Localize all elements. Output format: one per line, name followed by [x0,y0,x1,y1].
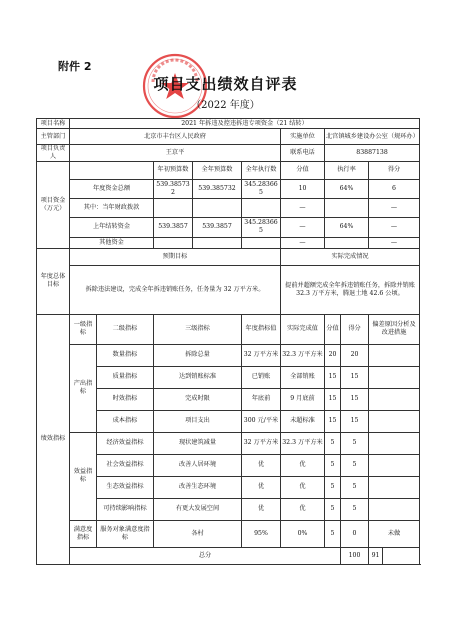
perf-row-reason [369,454,420,476]
funds-row-full [193,237,242,248]
perf-row-reason [369,432,420,454]
perf-row-l2: 时效指标 [97,388,154,410]
page-subtitle: （2022 年度） [191,100,260,111]
perf-row-score: 5 [325,476,341,498]
perf-row-got: 15 [341,366,369,388]
funds-row-initial [154,198,193,217]
leader-value: 王京平 [70,145,281,162]
perf-row-actual: 优 [281,498,325,520]
effect-indicator-label: 效益指标 [70,432,97,520]
perf-row-target: 年底前 [242,388,281,410]
expected-goal-header: 预期目标 [70,248,281,265]
perf-header-l3: 三级指标 [154,314,242,344]
perf-row-l3: 现状建筑减量 [154,432,242,454]
dept-value: 北京市丰台区人民政府 [70,129,281,145]
leader-label: 项目负责人 [37,145,70,162]
perf-row-reason [369,476,420,498]
perf-row-l3: 改善生态环境 [154,476,242,498]
perf-header-reason: 偏差原因分析及改进措施 [369,314,420,344]
funds-row-exec: 345.283665 [242,217,281,237]
perf-header-got: 得分 [341,314,369,344]
expected-goal-text: 拆除违法建设，完成全年拆违销账任务，任务量为 32 万平方米。 [70,265,281,314]
perf-row-actual: 0% [281,520,325,547]
perf-row-reason [369,498,420,520]
funds-row-got: — [369,237,420,248]
funds-row-rate: 64% [325,217,369,237]
funds-header-rate: 执行率 [325,161,369,179]
perf-row-actual: 32.3 万平方米 [281,344,325,366]
perf-row-l3: 各村 [154,520,242,547]
project-name-label: 项目名称 [37,119,70,129]
perf-row-l3: 改善人居环境 [154,454,242,476]
funds-header-score: 分值 [281,161,325,179]
funds-row-exec [242,198,281,217]
funds-header-initial: 年初预算数 [154,161,193,179]
funds-header-full: 全年预算数 [193,161,242,179]
perf-header-target: 年度指标值 [242,314,281,344]
perf-label: 绩效指标 [37,314,70,564]
perf-row-got: 15 [341,388,369,410]
total-score: 100 [341,547,369,564]
perf-row-target: 300 元/平米 [242,410,281,432]
funds-row-rate [325,198,369,217]
page-title: 项目支出绩效自评表 [153,75,298,93]
perf-row-reason: 未做 [369,520,420,547]
perf-row-got: 5 [341,498,369,520]
actual-result-header: 实际完成情况 [281,248,420,265]
satisfaction-indicator-label: 满意度指标 [70,520,97,547]
funds-label: 项目资金（万元） [37,161,70,248]
funds-row-full [193,198,242,217]
perf-row-l2: 经济效益指标 [97,432,154,454]
funds-row-got: — [369,198,420,217]
perf-row-score: 15 [325,388,341,410]
funds-header-exec: 全年执行数 [242,161,281,179]
perf-row-l3: 完成时限 [154,388,242,410]
output-indicator-label: 产出指标 [70,344,97,432]
total-got: 91 [369,547,383,564]
perf-row-l3: 拆除总量 [154,344,242,366]
perf-row-target: 32 万平方米 [242,344,281,366]
perf-row-l2: 成本指标 [97,410,154,432]
perf-header-actual: 实际完成值 [281,314,325,344]
evaluation-table [36,118,420,565]
perf-row-target: 优 [242,498,281,520]
project-name-value: 2021 年拆违及控违拆违专项资金（21 结转） [70,119,420,129]
funds-row-full: 539.3857 [193,217,242,237]
funds-row-name: 其他资金 [70,237,154,248]
impl-value: 北宫镇城乡建设办公室（规环办） [325,129,420,145]
perf-row-target: 95% [242,520,281,547]
perf-row-l2: 数量指标 [97,344,154,366]
perf-row-l2: 服务对象满意度指标 [97,520,154,547]
perf-row-actual: 优 [281,454,325,476]
funds-header-got: 得分 [369,161,420,179]
perf-row-l3: 达到销账标准 [154,366,242,388]
phone-label: 联系电话 [281,145,325,162]
perf-row-got: 0 [341,520,369,547]
funds-row-full: 539.385732 [193,179,242,198]
perf-row-reason [369,410,420,432]
perf-row-score: 5 [325,520,341,547]
perf-row-score: 15 [325,410,341,432]
funds-row-rate [325,237,369,248]
perf-row-actual: 32.3 万平方米 [281,432,325,454]
phone-value: 83887138 [325,145,420,162]
funds-row-name: 上年结转资金 [70,217,154,237]
perf-row-reason [369,366,420,388]
perf-row-got: 5 [341,432,369,454]
funds-row-exec: 345.283665 [242,179,281,198]
perf-row-l2: 可持续影响指标 [97,498,154,520]
perf-header-score: 分值 [325,314,341,344]
funds-row-score: — [281,237,325,248]
perf-row-target: 已销账 [242,366,281,388]
perf-row-score: 5 [325,498,341,520]
perf-row-l3: 有更大发展空间 [154,498,242,520]
funds-row-got: — [369,217,420,237]
perf-row-l2: 生态效益指标 [97,476,154,498]
perf-header-l2: 二级指标 [97,314,154,344]
perf-row-got: 15 [341,410,369,432]
funds-row-rate: 64% [325,179,369,198]
funds-row-name: 年度资金总额 [70,179,154,198]
perf-row-actual: 全部销账 [281,366,325,388]
perf-row-target: 32 万平方米 [242,432,281,454]
perf-row-reason [369,388,420,410]
perf-row-l3: 项目支出 [154,410,242,432]
perf-row-actual: 优 [281,476,325,498]
perf-row-score: 15 [325,366,341,388]
funds-row-initial: 539.385732 [154,179,193,198]
funds-row-score: — [281,198,325,217]
attachment-label: 附件 2 [58,60,92,73]
perf-row-l2: 社会效益指标 [97,454,154,476]
actual-result-text: 提前并超额完成全年拆违销账任务，拆除并销账 32.3 万平方米，腾退土地 42.6 公顷。 [281,265,420,314]
dept-label: 主管部门 [37,129,70,145]
annual-goal-label: 年度总体目标 [37,248,70,314]
funds-row-initial [154,237,193,248]
perf-row-actual: 9 月底前 [281,388,325,410]
perf-row-got: 5 [341,454,369,476]
perf-row-score: 5 [325,432,341,454]
perf-row-actual: 未超标准 [281,410,325,432]
perf-row-score: 20 [325,344,341,366]
perf-row-got: 20 [341,344,369,366]
perf-row-target: 优 [242,454,281,476]
total-label: 总分 [70,547,341,564]
perf-row-score: 5 [325,454,341,476]
perf-header-l1: 一级指标 [70,314,97,344]
perf-row-target: 优 [242,476,281,498]
perf-row-got: 5 [341,476,369,498]
perf-row-l2: 质量指标 [97,366,154,388]
funds-row-score: 10 [281,179,325,198]
funds-row-initial: 539.3857 [154,217,193,237]
funds-row-name: 其中：当年财政拨款 [70,198,154,217]
perf-row-reason [369,344,420,366]
funds-row-score: — [281,217,325,237]
funds-row-got: 6 [369,179,420,198]
funds-row-exec [242,237,281,248]
impl-label: 实施单位 [281,129,325,145]
